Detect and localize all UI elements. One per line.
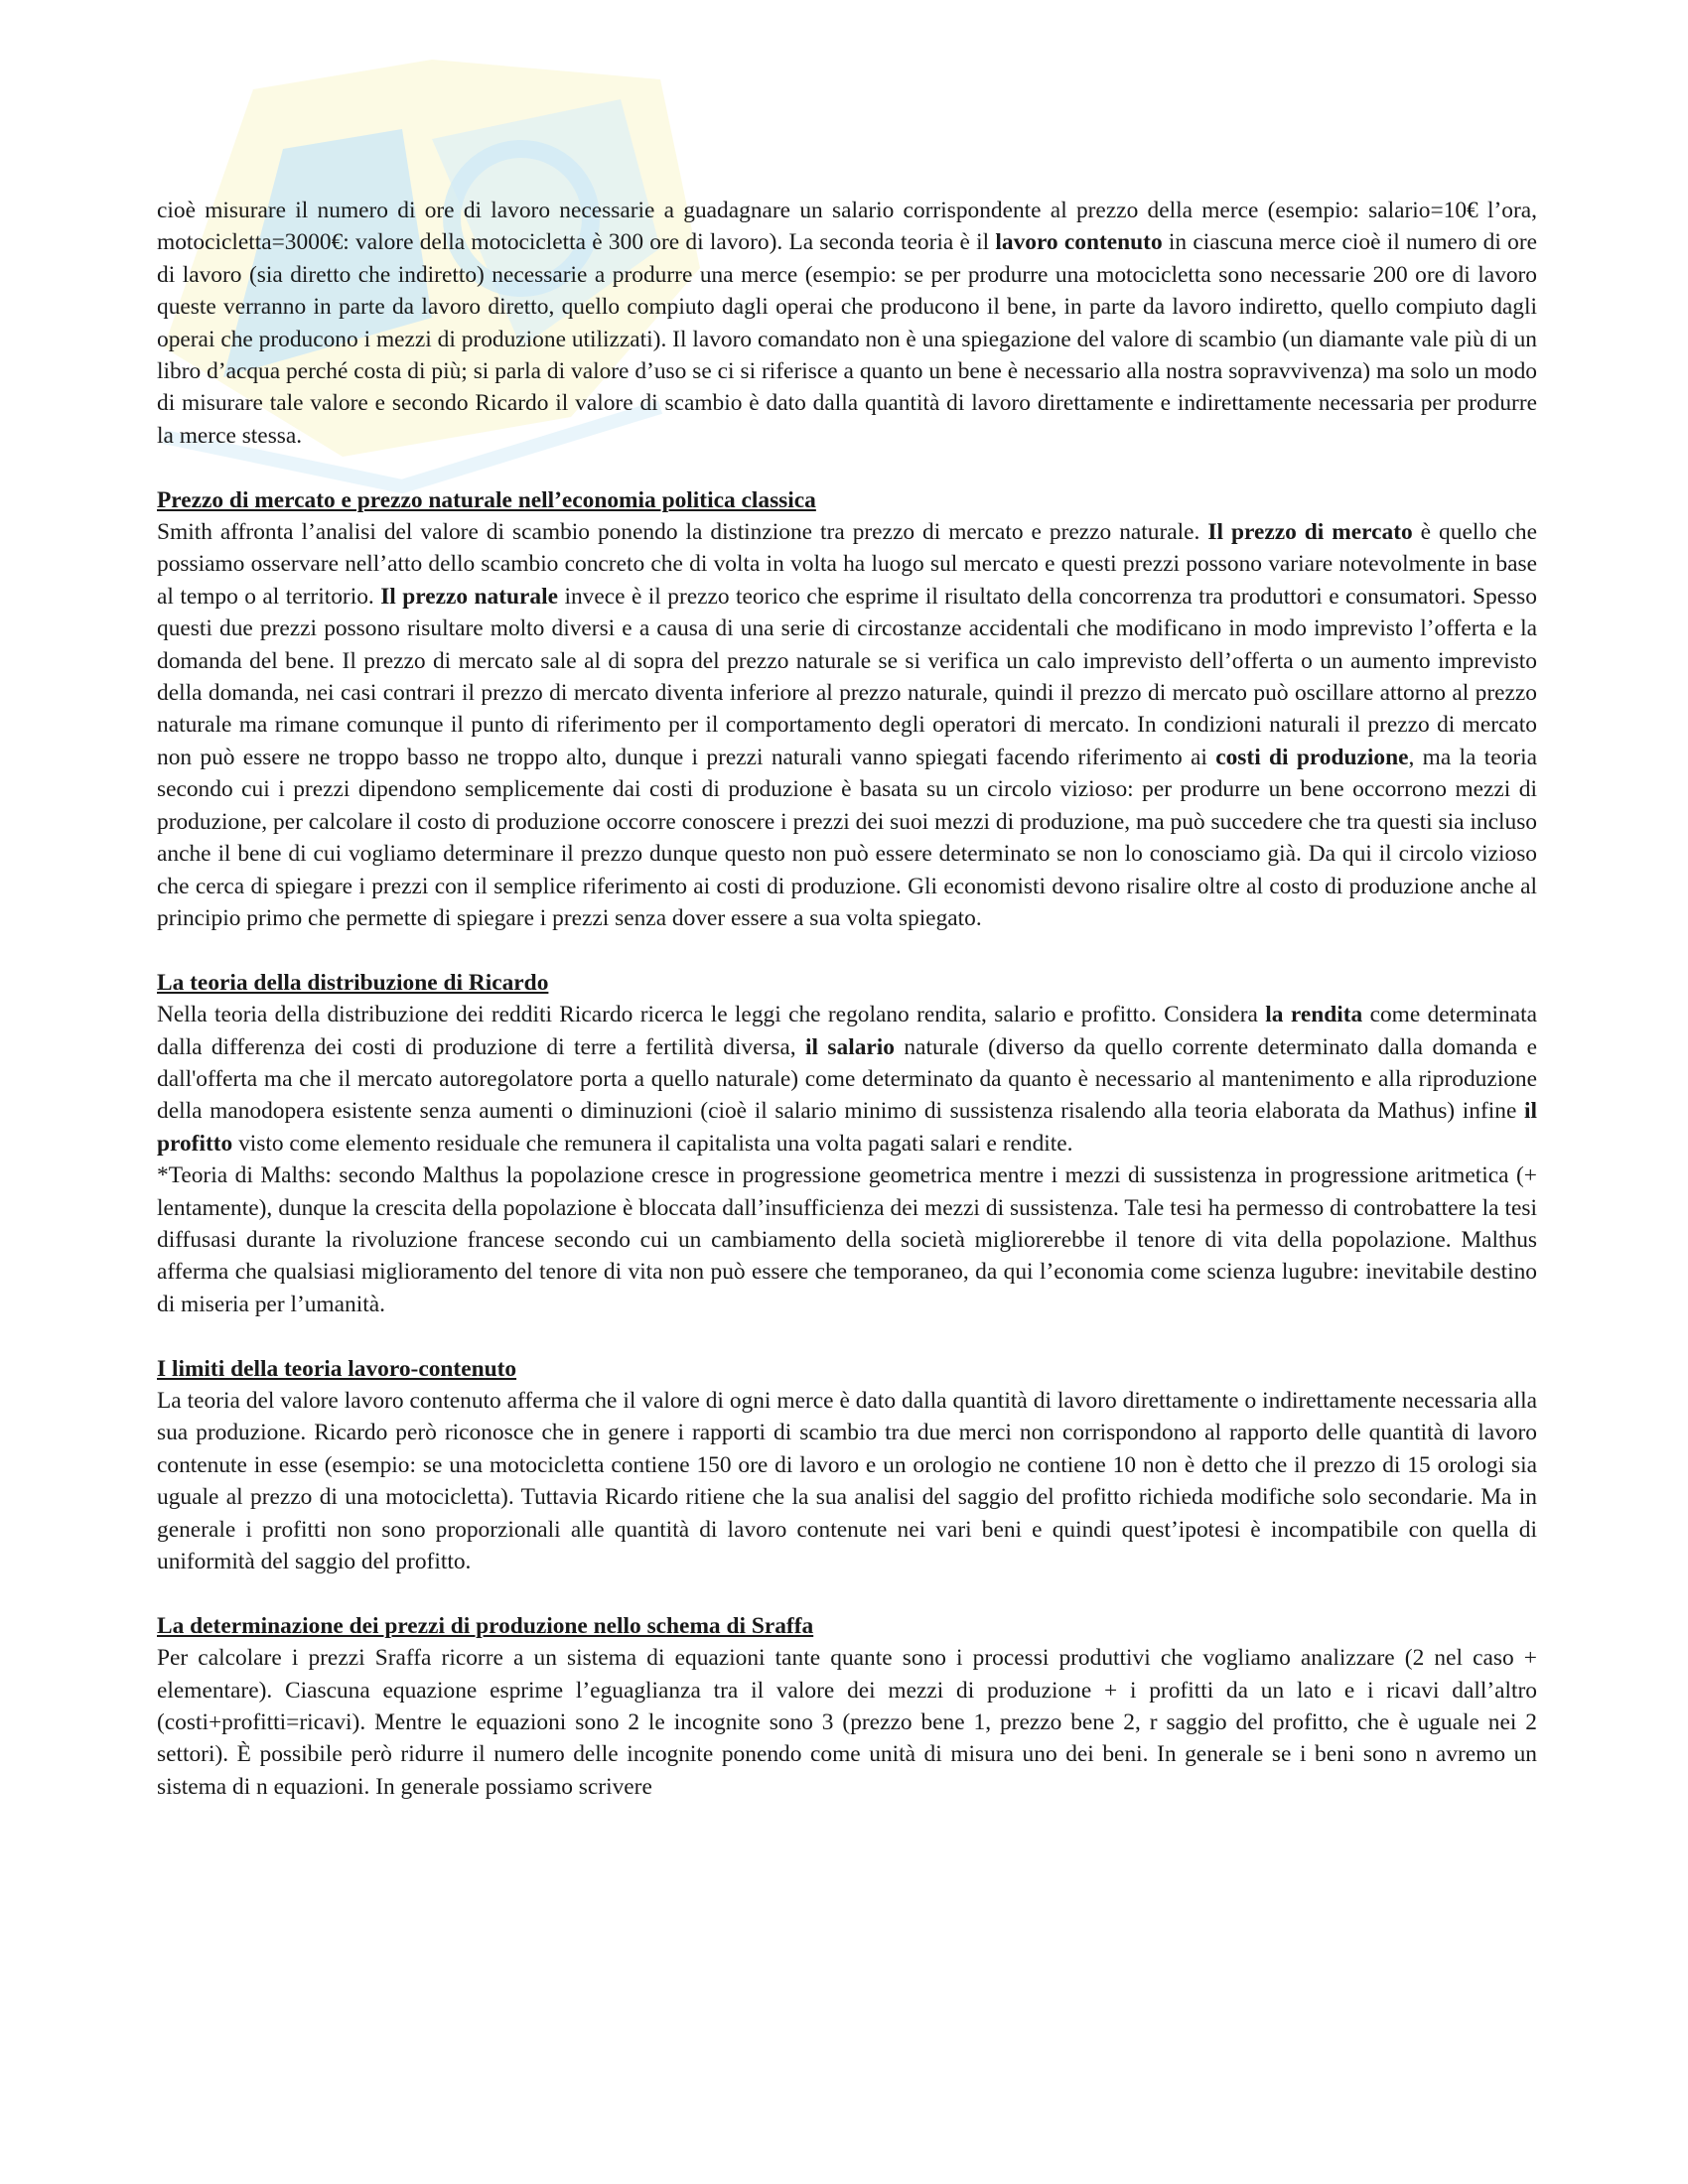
sec2-text-4: visto come elemento residuale che remunera il capitalista una volta pagati salari e rendite. — [232, 1130, 1073, 1157]
intro-text-1: cioè misurare il numero di ore di lavoro necessarie a guadagnare un salario corrispondente al prezzo della merce (esempio: salario=10€ l’ora, motocicletta=3000€: valore della motocicletta è 300 ore di lavoro). La seconda teoria è il — [157, 198, 1537, 256]
sec1-text-3: invece è il prezzo teorico che esprime il risultato della concorrenza tra produttori e consumatori. Spesso questi due prezzi possono risultare molto diversi e a causa di una serie di circostanze accidentali che modificano in modo imprevisto l’offerta e la domanda del bene. Il prezzo di mercato sale al di sopra del prezzo naturale se si verifica un calo imprevisto dell’offerta o un aumento imprevisto della domanda, nei casi contrari il prezzo di mercato diventa inferiore al prezzo naturale, quindi il prezzo di mercato può oscillare attorno al prezzo naturale ma rimane comunque il punto di riferimento per il comportamento degli operatori di mercato. In condizioni naturali il prezzo di mercato non può essere ne troppo basso ne troppo alto, dunque i prezzi naturali vanno spiegati facendo riferimento ai — [157, 583, 1537, 770]
section-paragraph-sraffa: Per calcolare i prezzi Sraffa ricorre a un sistema di equazioni tante quante sono i processi produttivi che vogliamo analizzare (2 nel caso + elementare). Ciascuna equazione esprime l’eguaglianza tra il valore dei mezzi di produzione + i profitti da un lato e i ricavi dall’altro (costi+profitti=ricavi). Mentre le equazioni sono 2 le incognite sono 3 (prezzo bene 1, prezzo bene 2, r saggio del profitto, che è uguale nei 2 settori). È possibile però ridurre il numero delle incognite ponendo come unità di misura uno dei beni. In generale se i beni sono n avremo un sistema di n equazioni. In generale possiamo scrivere — [157, 1645, 1537, 1800]
intro-text-2: in ciascuna merce cioè il numero di ore di lavoro (sia diretto che indiretto) necessarie a produrre una merce (esempio: se per produrre una motocicletta sono necessarie 200 ore di lavoro queste verranno in parte da lavoro diretto, quello compiuto dagli operai che producono il bene, in parte da lavoro indiretto, quello compiuto dagli operai che producono i mezzi di produzione utilizzati). Il lavoro comandato non è una spiegazione del valore di scambio (un diamante vale più di un libro d’acqua perché costa di più; si parla di valore d’uso se ci si riferisce a quanto un bene è necessario alla nostra sopravvivenza) ma solo un modo di misurare tale valore e secondo Ricardo il valore di scambio è dato dalla quantità di lavoro direttamente e indirettamente necessaria per produrre la merce stessa. — [157, 229, 1537, 449]
section-heading-prezzo-mercato: Prezzo di mercato e prezzo naturale nell’economia politica classica — [157, 486, 816, 513]
sec1-text-4: , ma la teoria secondo cui i prezzi dipendono semplicemente dai costi di produzione è basata su un circolo vizioso: per produrre un bene occorrono mezzi di produzione, per calcolare il costo di produzione occorre conoscere i prezzi dei suoi mezzi di produzione, ma può succedere che tra questi sia incluso anche il bene di cui vogliamo determinare il prezzo dunque questo non può essere determinato se non lo conosciamo già. Da qui il circolo vizioso che cerca di spiegare i prezzi con il semplice riferimento ai costi di produzione. Gli economisti devono risalire oltre al costo di produzione anche al principio primo che permette di spiegare i prezzi senza dover essere a sua volta spiegato. — [157, 744, 1537, 931]
section-paragraph-limiti-lavoro-contenuto: La teoria del valore lavoro contenuto afferma che il valore di ogni merce è dato dalla quantità di lavoro direttamente o indirettamente necessaria alla sua produzione. Ricardo però riconosce che in genere i rapporti di scambio tra due merci non corrispondono al rapporto delle quantità di lavoro contenute in esse (esempio: se una motocicletta contiene 150 ore di lavoro e un orologio ne contiene 10 non è detto che il prezzo di 15 orologi sia uguale al prezzo di una motocicletta). Tuttavia Ricardo ritiene che la sua analisi del saggio del profitto richieda modifiche solo secondarie. Ma in generale i profitti non sono proporzionali alle quantità di lavoro contenute nei vari beni e quindi quest’ipotesi è incompatibile con quella di uniformità del saggio del profitto. — [157, 1387, 1537, 1575]
sec2-text-1: Nella teoria della distribuzione dei redditi Ricardo ricerca le leggi che regolano rendita, salario e profitto. Considera — [157, 1002, 1266, 1028]
intro-paragraph — [157, 195, 1537, 452]
sec2-bold-rendita: la rendita — [1265, 1002, 1363, 1028]
intro-bold-lavoro-contenuto: lavoro contenuto — [995, 229, 1163, 256]
sec2-bold-profitto: il profitto — [157, 1098, 1537, 1157]
sec2-bold-salario: il salario — [805, 1033, 895, 1060]
sec1-bold-costi-produzione: costi di produzione — [1215, 744, 1409, 770]
section-heading-distribuzione-ricardo: La teoria della distribuzione di Ricardo — [157, 969, 549, 996]
sec2-text-3: naturale (diverso da quello corrente determinato dalla domanda e dall'offerta ma che il mercato autoregolatore porta a quello naturale) come determinato da quanto è necessario al mantenimento e alla riproduzione della manodopera esistente senza aumenti o diminuzioni (cioè il salario minimo di sussistenza risalendo alla teoria elaborata da Mathus) infine — [157, 1033, 1537, 1125]
sec1-text-2: è quello che possiamo osservare nell’atto dello scambio concreto che di volta in volta ha luogo sul mercato e questi prezzi possono variare notevolmente in base al tempo o al territorio. — [157, 519, 1537, 610]
section-heading-limiti-lavoro-contenuto: I limiti della teoria lavoro-contenuto — [157, 1355, 517, 1382]
malthus-note: *Teoria di Malths: secondo Malthus la popolazione cresce in progressione geometrica mentre i mezzi di sussistenza in progressione aritmetica (+ lentamente), dunque la crescita della popolazione è bloccata dall’insufficienza dei mezzi di sussistenza. Tale tesi ha permesso di controbattere la tesi diffusasi durante la rivoluzione francese secondo cui un cambiamento della società migliorerebbe il tenore di vita della popolazione. Malthus afferma che qualsiasi miglioramento del tenore di vita non può essere che temporaneo, da qui l’economia come scienza lugubre: inevitabile destino di miseria per l’umanità. — [157, 1162, 1537, 1317]
section-heading-sraffa: La determinazione dei prezzi di produzione nello schema di Sraffa — [157, 1612, 814, 1639]
sec1-bold-prezzo-mercato: Il prezzo di mercato — [1207, 519, 1413, 546]
sec1-bold-prezzo-naturale: Il prezzo naturale — [380, 583, 558, 610]
section-paragraph-distribuzione-ricardo — [157, 999, 1537, 1160]
section-paragraph-prezzo-mercato — [157, 516, 1537, 934]
sec1-text-1: Smith affronta l’analisi del valore di scambio ponendo la distinzione tra prezzo di mercato e prezzo naturale. — [157, 519, 1208, 546]
document-body — [157, 195, 1537, 1803]
sec2-text-2: come determinata dalla differenza dei costi di produzione di terre a fertilità diversa, — [157, 1002, 1537, 1060]
